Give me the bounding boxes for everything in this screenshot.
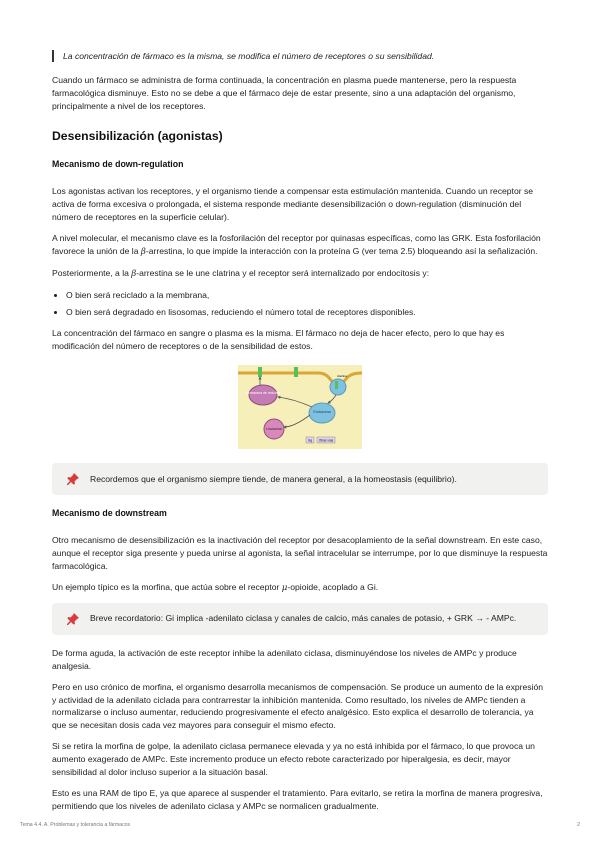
intro-paragraph: Cuando un fármaco se administra de forma continuada, la concentración en plasma puede mantenerse, pero la respuesta farmacológica disminuye. Esto no se debe a que el fármaco deje de estar presente, sino a una adaptación del organismo, principalmente a nivel de los receptores.	[52, 75, 517, 111]
footer-title: Tema 4.4. A. Problemas y tolerancia a fármacos	[20, 822, 131, 828]
text-part: A nivel molecular, el mecanismo clave es la fosforilación del receptor por quinasas específicas, como las GRK. Esta fosforilación favorece la unión de la	[52, 232, 541, 256]
receptor-endocytosis-diagram	[238, 365, 362, 449]
subsection-title-down-regulation: Mecanismo de down-regulation	[52, 159, 184, 169]
receptor-1	[258, 367, 262, 377]
text-part: -arrestina, lo que impide la interacción con la proteína G (ver tema 2.5) bloqueando así la señalización.	[145, 245, 538, 256]
label-recycling: Endosoma de reciclaje	[245, 391, 281, 396]
pushpin-icon	[66, 472, 80, 486]
list-item: • O bien será degradado en lisosomas, reduciendo el número total de receptores disponibles.	[66, 306, 548, 319]
label-lysosome: Lisosoma	[266, 427, 282, 432]
callout-reminder	[52, 603, 548, 635]
text-part: Un ejemplo típico es la morfina, que actúa sobre el receptor	[52, 581, 282, 592]
text-part: -opioide, acoplado a Gi.	[287, 581, 379, 592]
label-other-pathways: Otras vías	[318, 438, 334, 443]
paragraph-acute: De forma aguda, la activación de este receptor inhibe la adenilato ciclasa, disminuyéndose los niveles de AMPc y produce analgesia.	[52, 647, 517, 671]
beta-symbol: β	[131, 268, 137, 279]
callout-homeostasis	[52, 463, 548, 495]
callout-text: Breve recordatorio: Gi implica -adenilato ciclasa y canales de calcio, más canales de potasio, + GRK → - AMPc.	[90, 613, 517, 624]
paragraph-concentration: La concentración del fármaco en sangre o plasma es la misma. El fármaco no deja de hacer efecto, pero lo que hay es modificación del número de receptores o de la sensibilidad de estos.	[52, 328, 505, 352]
receptor-2	[294, 367, 298, 377]
beta-symbol: β	[140, 246, 146, 257]
label-gq: Gq	[307, 438, 313, 443]
label-endosome: Endosoma	[313, 410, 331, 415]
paragraph-chronic: Pero en uso crónico de morfina, el organismo desarrolla mecanismos de compensación. Se produce un aumento de la expresión y actividad de la adenilato ciclada para contrarrestar la inhibición mantenida. Como resultado, los niveles de AMPc tienden a normalizarse o incluso aumentar, reduciendo progresivamente el efecto analgésico. Esto explica el desarrollo de tolerancia, ya que se necesitan dosis cada vez mayores para conseguir el mismo efecto.	[52, 681, 544, 731]
text-part: Posteriormente, a la	[52, 267, 132, 278]
bullet-list	[66, 289, 548, 320]
label-clathrin: clatrina	[337, 374, 347, 379]
mu-symbol: μ	[281, 582, 288, 593]
section-title: Desensibilización (agonistas)	[52, 128, 223, 143]
recycling-endosome	[249, 385, 277, 405]
page-footer	[20, 822, 580, 830]
subsection-title-downstream: Mecanismo de downstream	[52, 508, 167, 519]
callout-text: Recordemos que el organismo siempre tiende, de manera general, a la homeostasis (equilibrio).	[90, 473, 457, 484]
paragraph-morphine	[52, 581, 548, 595]
list-item: • O bien será reciclado a la membrana,	[66, 289, 548, 302]
receptor-internalized	[335, 381, 338, 389]
highlight-quote: La concentración de fármaco es la misma, se modifica el número de receptores o su sensibilidad.	[52, 50, 548, 62]
paragraph-molecular	[52, 232, 548, 259]
paragraph-downstream: Otro mecanismo de desensibilización es la inactivación del receptor por desacoplamiento de la señal downstream. En este caso, aunque el receptor siga presente y pueda unirse al agonista, la señal intracelular se interrumpe, por lo que disminuye la respuesta farmacológica.	[52, 535, 548, 572]
paragraph-internalization	[52, 267, 548, 281]
page-number: 2	[577, 822, 580, 828]
text-part: -arrestina se le une clatrina y el receptor será internalizado por endocitosis y:	[136, 267, 430, 278]
paragraph-ram-type-e: Esto es una RAM de tipo E, ya que aparece al suspender el tratamiento. Para evitarlo, se retira la morfina de manera progresiva, permitiendo que los niveles de adenilato ciclasa y AMPc se normalicen gradualmente.	[52, 787, 543, 811]
paragraph-agonists: Los agonistas activan los receptores, y el organismo tiende a compensar esta estimulación mantenida. Cuando un receptor se activa de forma excesiva o prolongada, el sistema responde mediante desensibilización o down-regulation (disminución del número de receptores en la superficie celular).	[52, 186, 534, 222]
paragraph-withdrawal: Si se retira la morfina de golpe, la adenilato ciclasa permanece elevada y ya no está inhibida por el fármaco, lo que provoca un aumento exagerado de AMPc. Este incremento produce un efecto rebote caracterizado por hiperalgesia, es decir, mayor sensibilidad al dolor incluso superior a la situación basal.	[52, 741, 535, 777]
figure-receptor-trafficking	[52, 365, 548, 449]
pushpin-icon	[66, 612, 80, 626]
